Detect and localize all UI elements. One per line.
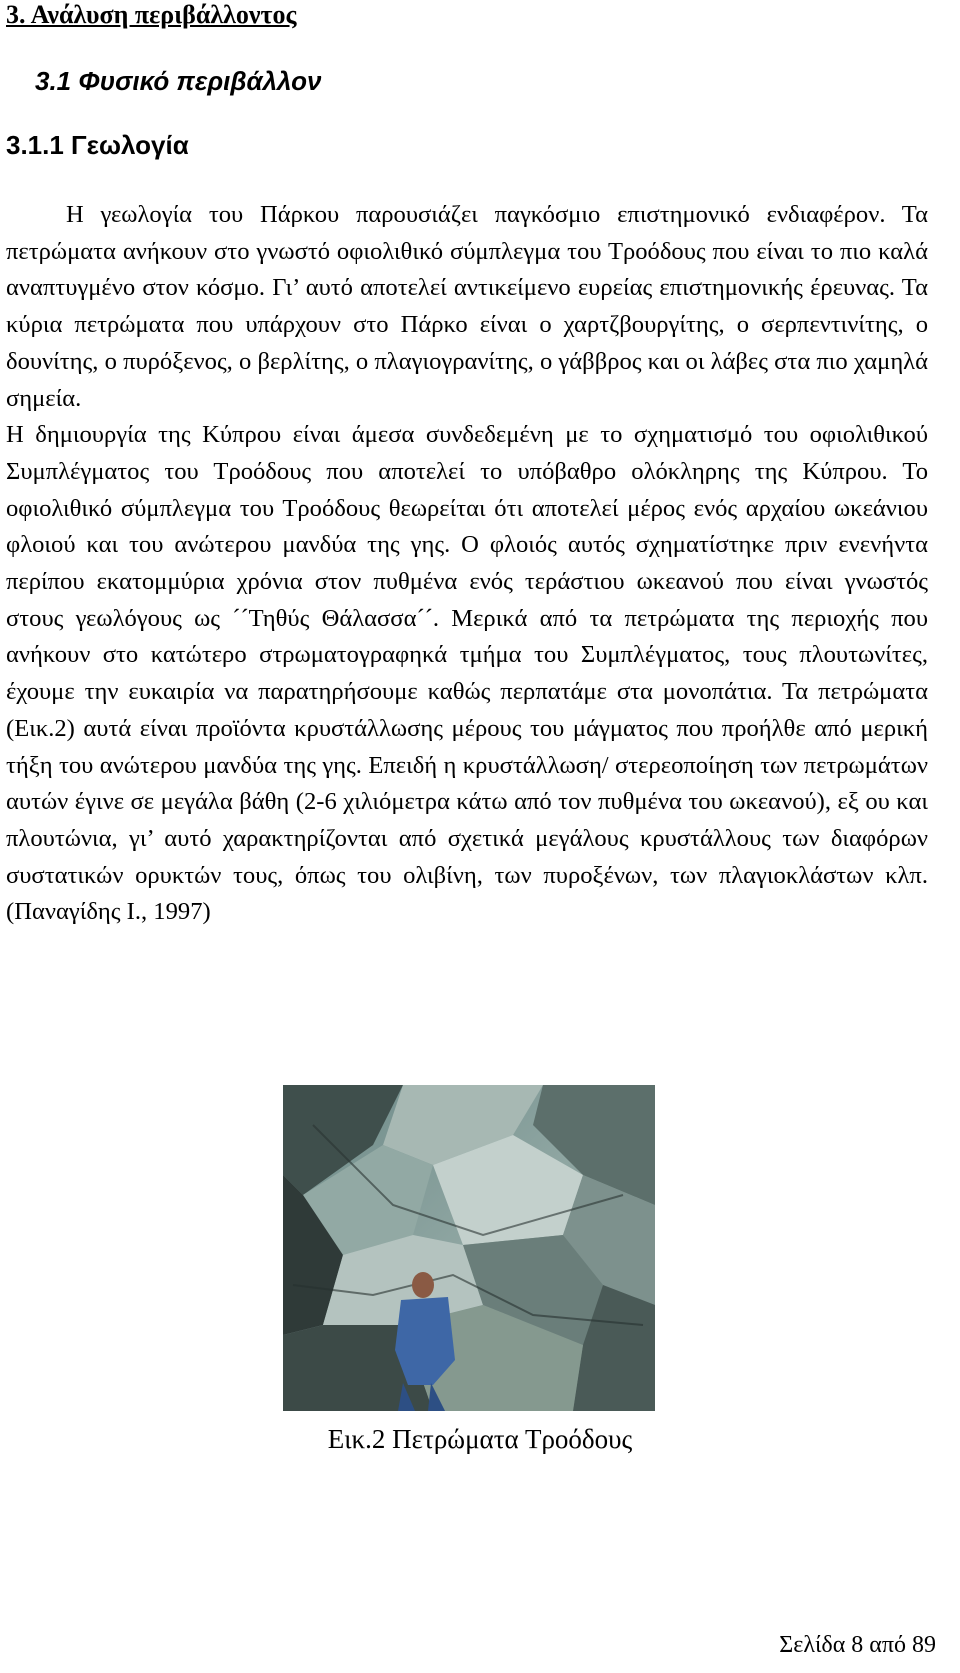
subsubsection-heading: 3.1.1 Γεωλογία [6, 130, 189, 160]
subsection-heading: 3.1 Φυσικό περιβάλλον [35, 66, 322, 96]
page-number: Σελίδα 8 από 89 [779, 1632, 936, 1658]
paragraph: Η γεωλογία του Πάρκου παρουσιάζει παγκόσμιο επιστημονικό ενδιαφέρον. Τα πετρώματα ανήκουν στο γνωστό οφιολιθικό σύμπλεγμα του Τροόδους που είναι το πιο καλά αναπτυγμένο στον κόσμο. Γι’ αυτό αποτελεί αντικείμενο ευρείας επιστημονικής έρευνας. Τα κύρια πετρώματα που υπάρχουν στο Πάρκο είναι ο χαρτζβουργίτης, ο σερπεντινίτης, ο δουνίτης, ο πυρόξενος, ο βερλίτης, ο πλαγιογρανίτης, ο γάββρος και οι λάβες στα πιο χαμηλά σημεία. [6, 201, 928, 412]
body-text [6, 197, 928, 931]
figure-caption: Εικ.2 Πετρώματα Τροόδους [327, 1424, 633, 1454]
paragraph: Η δημιουργία της Κύπρου είναι άμεσα συνδεδεμένη με το σχηματισμό του οφιολιθικού Συμπλέγματος του Τροόδους που αποτελεί το υπόβαθρο ολόκληρης της Κύπρου. Το οφιολιθικό σύμπλεγμα του Τροόδους θεωρείται ότι αποτελεί μέρος ενός αρχαίου ωκεάνιου φλοιού και του ανώτερου μανδύα της γης. Ο φλοιός αυτός σχηματίστηκε πριν ενενήντα περίπου εκατομμύρια χρόνια στον πυθμένα ενός τεράστιου ωκεανού που είναι γνωστός στους γεωλόγους ως ´´Τηθύς Θάλασσα´´. Μερικά από τα πετρώματα της περιοχής που ανήκουν στο κατώτερο στρωματογραφηκά τμήμα του Συμπλέγματος, τους πλουτωνίτες, έχουμε την ευκαιρία να παρατηρήσουμε καθώς περπατάμε στα μονοπάτια. Τα πετρώματα (Εικ.2) αυτά είναι προϊόντα κρυστάλλωσης μέρους του μάγματος που προήλθε από μερική τήξη του ανώτερου μανδύα της γης. Επειδή η κρυστάλλωση/ στερεοποίηση των πετρωμάτων αυτών έγινε σε μεγάλα βάθη (2-6 χιλιόμετρα κάτω από τον πυθμένα του ωκεανού), εξ ου και πλουτώνια, γι’ αυτό χαρακτηρίζονται από σχετικά μεγάλους κρυστάλλους των διαφόρων συστατικών ορυκτών τους, όπως του ολιβίνη, των πυροξένων, των πλαγιοκλάστων κλπ. (Παναγίδης Ι., 1997) [6, 421, 928, 926]
section-heading: 3. Ανάλυση περιβάλλοντος [6, 0, 297, 29]
rock-photo [283, 1085, 655, 1411]
rock-photo-image [283, 1085, 655, 1411]
